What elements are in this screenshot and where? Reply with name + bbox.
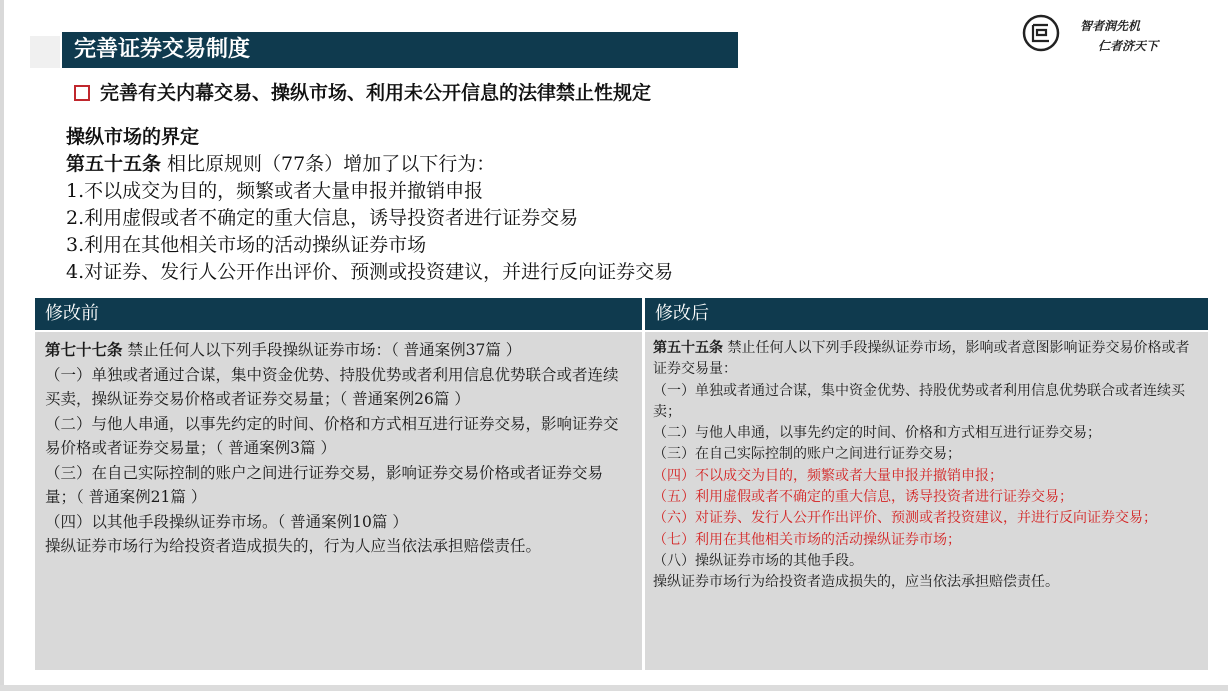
subheading-text: 完善有关内幕交易、操纵市场、利用未公开信息的法律禁止性规定 — [100, 82, 652, 104]
after-item-added: （四）不以成交为目的，频繁或者大量申报并撤销申报； — [653, 467, 1003, 484]
after-lead — [653, 338, 1200, 381]
slogan — [1080, 16, 1158, 56]
after-items — [653, 381, 1200, 594]
square-bullet-icon — [74, 85, 90, 101]
before-item: （三）在自己实际控制的账户之间进行证券交易，影响证券交易价格或者证券交易量；（ 普通案例21篇 ） — [45, 463, 604, 506]
after-item-added: （五）利用虚假或者不确定的重大信息，诱导投资者进行证券交易； — [653, 489, 1073, 506]
before-item: 操纵证券市场行为给投资者造成损失的，行为人应当依法承担赔偿责任。 — [45, 537, 542, 555]
intro-item: 1.不以成交为目的，频繁或者大量申报并撤销申报 — [66, 180, 484, 202]
before-item: （二）与他人串通，以事先约定的时间、价格和方式相互进行证券交易，影响证券交易价格或者证券交易量；（ 普通案例3篇 ） — [45, 414, 619, 457]
after-article: 第五十五条 — [653, 340, 723, 356]
before-panel — [35, 332, 642, 670]
subheading — [74, 80, 651, 106]
intro-block — [66, 124, 673, 286]
before-item: （四）以其他手段操纵证券市场。（ 普通案例10篇 ） — [45, 512, 408, 531]
slogan-line-1: 智者润先机 — [1080, 19, 1141, 33]
company-logo-icon — [1022, 14, 1060, 52]
slide-title: 完善证券交易制度 — [62, 32, 738, 68]
after-item: （三）在自己实际控制的账户之间进行证券交易； — [653, 446, 961, 463]
before-article: 第七十七条 — [45, 341, 123, 359]
after-item-added: （七）利用在其他相关市场的活动操纵证券市场； — [653, 531, 961, 548]
bottom-bar — [0, 685, 1228, 691]
before-lead — [45, 338, 632, 363]
after-item: 操纵证券市场行为给投资者造成损失的，应当依法承担赔偿责任。 — [653, 574, 1059, 591]
intro-article-rest: 相比原规则（77条）增加了以下行为： — [161, 153, 496, 175]
after-lead-text: 禁止任何人以下列手段操纵证券市场，影响或者意图影响证券交易价格或者证券交易量： — [653, 340, 1190, 378]
intro-heading: 操纵市场的界定 — [66, 126, 200, 148]
left-edge-bar — [0, 0, 4, 691]
before-lead-text: 禁止任何人以下列手段操纵证券市场：（ 普通案例37篇 ） — [122, 341, 522, 359]
slogan-line-2: 仁者济天下 — [1098, 39, 1159, 53]
after-item: （八）操纵证券市场的其他手段。 — [653, 552, 863, 569]
intro-item: 4.对证券、发行人公开作出评价、预测或投资建议，并进行反向证券交易 — [66, 261, 674, 283]
after-header: 修改后 — [645, 298, 1208, 330]
before-header: 修改前 — [35, 298, 642, 330]
after-item: （二）与他人串通，以事先约定的时间、价格和方式相互进行证券交易； — [653, 425, 1101, 442]
after-item: （一）单独或者通过合谋，集中资金优势、持股优势或者利用信息优势联合或者连续买卖； — [653, 382, 1185, 420]
intro-article-line — [66, 151, 673, 178]
intro-item: 3.利用在其他相关市场的活动操纵证券市场 — [66, 234, 427, 256]
before-item: （一）单独或者通过合谋，集中资金优势、持股优势或者利用信息优势联合或者连续买卖，操纵证券交易价格或者证券交易量；（ 普通案例26篇 ） — [45, 365, 619, 408]
after-panel — [645, 332, 1208, 670]
intro-article: 第五十五条 — [66, 153, 162, 175]
intro-item: 2.利用虚假或者不确定的重大信息，诱导投资者进行证券交易 — [66, 207, 579, 229]
after-item-added: （六）对证券、发行人公开作出评价、预测或者投资建议，并进行反向证券交易； — [653, 510, 1157, 527]
title-tab-decoration — [30, 36, 60, 68]
